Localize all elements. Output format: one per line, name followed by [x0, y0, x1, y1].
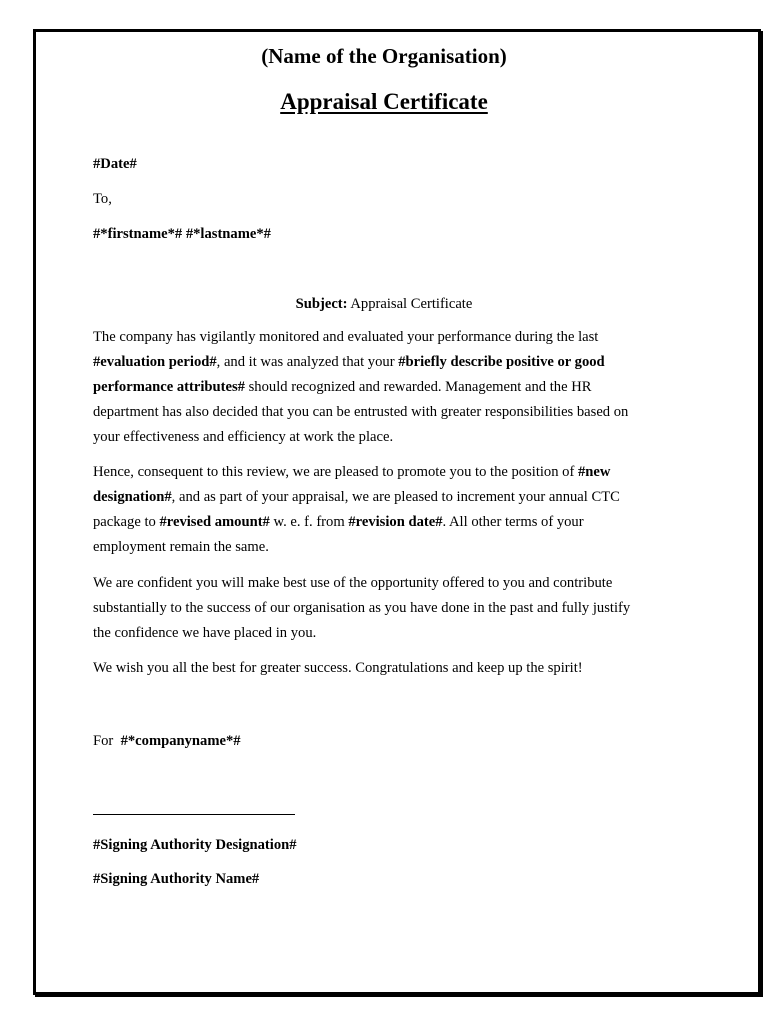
revision-date-placeholder: #revision date# — [348, 514, 443, 530]
new-designation-placeholder-cont: designation# — [93, 489, 172, 505]
paragraph-line: package to #revised amount# w. e. f. from #revision date#. All other terms of your — [93, 514, 584, 530]
paragraph-line: the confidence we have placed in you. — [93, 625, 317, 641]
paragraph-line: The company has vigilantly monitored and evaluated your performance during the last — [93, 329, 599, 345]
paragraph-line: designation#, and as part of your appraisal, we are pleased to increment your annual CTC — [93, 489, 620, 505]
to-label: To, — [93, 191, 112, 207]
subject-line — [0, 295, 768, 313]
evaluation-period-placeholder: #evaluation period# — [93, 354, 217, 370]
paragraph-performance — [93, 325, 673, 450]
recipient-name: #*firstname*# #*lastname*# — [93, 226, 271, 242]
paragraph-line: department has also decided that you can be entrusted with greater responsibilities based on — [93, 404, 629, 420]
organisation-name: (Name of the Organisation) — [261, 44, 507, 68]
date-placeholder: #Date# — [93, 156, 137, 172]
company-name-placeholder: #*companyname*# — [120, 733, 241, 749]
document-title: Appraisal Certificate — [280, 89, 488, 114]
paragraph-promotion — [93, 460, 673, 560]
paragraph-line: substantially to the success of our organisation as you have done in the past and fully justify — [93, 600, 631, 616]
paragraph-line: We are confident you will make best use of the opportunity offered to you and contribute — [93, 575, 613, 591]
attributes-placeholder-cont: performance attributes# — [93, 379, 245, 395]
signature-line — [93, 814, 295, 815]
for-label: For — [93, 733, 114, 749]
paragraph-line: Hence, consequent to this review, we are pleased to promote you to the position of #new — [93, 464, 611, 480]
signing-authority-name: #Signing Authority Name# — [93, 871, 260, 887]
paragraph-line: performance attributes# should recognized and rewarded. Management and the HR — [93, 379, 592, 395]
paragraph-line: We wish you all the best for greater success. Congratulations and keep up the spirit! — [93, 660, 583, 676]
paragraph-line: your effectiveness and efficiency at work the place. — [93, 429, 394, 445]
paragraph-line: #evaluation period#, and it was analyzed that your #briefly describe positive or good — [93, 354, 605, 370]
revised-amount-placeholder: #revised amount# — [159, 514, 270, 530]
paragraph-confidence — [93, 571, 673, 646]
subject-label: Subject: — [295, 296, 348, 312]
subject-text: Appraisal Certificate — [350, 296, 473, 312]
attributes-placeholder: #briefly describe positive or good — [398, 354, 605, 370]
new-designation-placeholder: #new — [577, 464, 611, 480]
paragraph-line: employment remain the same. — [93, 539, 269, 555]
company-signoff — [93, 732, 241, 750]
signing-authority-designation: #Signing Authority Designation# — [93, 837, 297, 853]
paragraph-wishes — [93, 656, 673, 681]
